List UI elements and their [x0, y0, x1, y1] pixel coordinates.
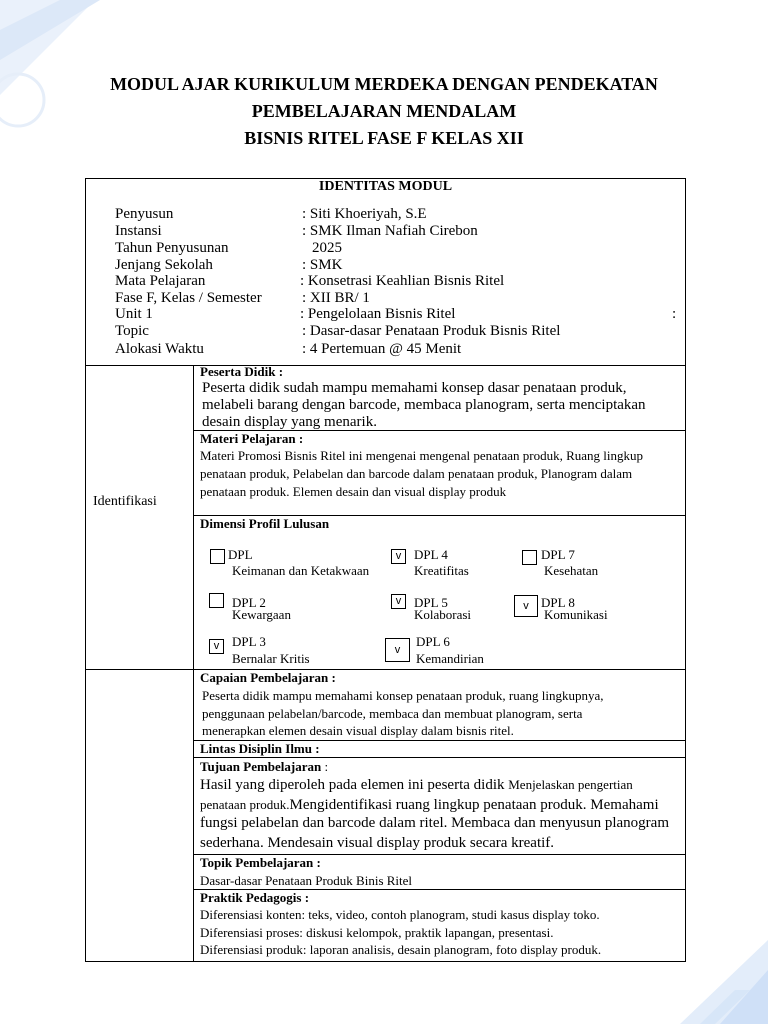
tujuan-text-line	[200, 776, 633, 794]
dpl-checkbox[interactable]: v	[391, 594, 406, 609]
tujuan-text: fungsi pelabelan dan barcode dalam ritel. Membaca dan menyusun planogram	[200, 815, 669, 831]
tujuan-text-line	[200, 796, 659, 814]
identitas-value: : Pengelolaan Bisnis Ritel	[300, 306, 456, 322]
identitas-value: : SMK	[302, 257, 343, 273]
identitas-value: : 4 Pertemuan @ 45 Menit	[302, 341, 462, 357]
praktik-text: Diferensiasi produk: laporan analisis, desain planogram, foto display produk.	[200, 942, 602, 957]
dpl-name: Kewargaan	[232, 607, 291, 622]
identifikasi-label: Identifikasi	[93, 494, 157, 509]
capaian-heading: Capaian Pembelajaran :	[200, 670, 336, 685]
dpl-checkbox[interactable]: v	[391, 549, 406, 564]
tujuan-text: Mengidentifikasi ruang lingkup penataan produk. Memahami	[289, 797, 659, 813]
tujuan-heading: Tujuan Pembelajaran	[200, 759, 322, 774]
capaian-text: penggunaan pelabelan/barcode, membaca dan membuat planogram, serta	[202, 706, 583, 721]
peserta-didik-text: melabeli barang dengan barcode, membaca planogram, serta menciptakan	[202, 397, 646, 413]
materi-text: Materi Promosi Bisnis Ritel ini mengenai mengenal penataan produk, Ruang lingkup	[200, 448, 644, 463]
dpl-code: DPL 3	[232, 634, 266, 649]
tujuan-text: Hasil yang diperoleh pada elemen ini peserta didik	[200, 777, 509, 793]
dpl-code: DPL 7	[541, 547, 575, 562]
identitas-label: Tahun Penyusunan	[115, 240, 229, 256]
capaian-text: menerapkan elemen desain visual display dalam bisnis ritel.	[202, 723, 514, 738]
praktik-heading: Praktik Pedagogis :	[200, 890, 310, 905]
identitas-heading: IDENTITAS MODUL	[318, 179, 453, 194]
dpl-name: Bernalar Kritis	[232, 651, 310, 666]
tujuan-text: Menjelaskan pengertian	[508, 777, 633, 792]
dpl-checkbox[interactable]	[210, 549, 225, 564]
tujuan-heading-suffix: :	[321, 759, 329, 774]
dpl-checkbox[interactable]	[209, 593, 224, 608]
trailing-colon: :	[672, 306, 677, 322]
dpl-code: DPL 4	[414, 547, 448, 562]
identitas-label: Instansi	[115, 223, 162, 239]
materi-text: penataan produk, Pelabelan dan barcode dalam penataan produk, Planogram dalam	[200, 466, 633, 481]
identitas-label: Jenjang Sekolah	[115, 257, 213, 273]
dpl-name: Kreatifitas	[414, 563, 469, 578]
identitas-value: : Dasar-dasar Penataan Produk Bisnis Ritel	[302, 323, 561, 339]
dpl-name: Komunikasi	[544, 607, 608, 622]
peserta-didik-text: Peserta didik sudah mampu memahami konsep dasar penataan produk,	[202, 380, 627, 396]
dpl-code: DPL 8	[541, 595, 575, 610]
dpl-name: Kemandirian	[416, 651, 484, 666]
divider	[85, 669, 686, 670]
identitas-label: Penyusun	[115, 206, 174, 222]
dpl-code: DPL 5	[414, 595, 448, 610]
praktik-text: Diferensiasi proses: diskusi kelompok, praktik lapangan, presentasi.	[200, 925, 554, 940]
materi-heading: Materi Pelajaran :	[200, 431, 304, 446]
identitas-label: Alokasi Waktu	[115, 341, 204, 357]
identitas-label: Mata Pelajaran	[115, 273, 206, 289]
capaian-text: Peserta didik mampu memahami konsep penataan produk, ruang lingkupnya,	[202, 688, 604, 703]
dpl-name: Kolaborasi	[414, 607, 472, 622]
praktik-text: Diferensiasi konten: teks, video, contoh planogram, studi kasus display toko.	[200, 907, 600, 922]
divider	[193, 757, 686, 758]
tujuan-text: sederhana. Mendesain visual display produk secara kreatif.	[200, 835, 555, 851]
identitas-value: : XII BR/ 1	[302, 290, 370, 306]
dpl-name: Kesehatan	[544, 563, 599, 578]
document-title-line-3: BISNIS RITEL FASE F KELAS XII	[244, 128, 524, 148]
tujuan-text: penataan produk.	[200, 797, 290, 812]
peserta-didik-text: desain display yang menarik.	[202, 414, 377, 430]
identitas-label: Unit 1	[115, 306, 153, 322]
column-divider	[193, 365, 194, 962]
divider	[85, 365, 686, 366]
identitas-label: Fase F, Kelas / Semester	[115, 290, 262, 306]
dpl-checkbox[interactable]: v	[209, 639, 224, 654]
dpl-code: DPL 6	[416, 634, 450, 649]
document-title-line-1: MODUL AJAR KURIKULUM MERDEKA DENGAN PENDEKATAN	[110, 74, 658, 94]
identitas-value: : Konsetrasi Keahlian Bisnis Ritel	[300, 273, 505, 289]
topik-value: Dasar-dasar Penataan Produk Binis Ritel	[200, 873, 413, 888]
topik-heading: Topik Pembelajaran :	[200, 855, 321, 870]
tujuan-heading-row	[200, 759, 328, 775]
peserta-didik-heading: Peserta Didik :	[200, 364, 284, 379]
identitas-value: : SMK Ilman Nafiah Cirebon	[302, 223, 478, 239]
dpl-name: Keimanan dan Ketakwaan	[232, 563, 370, 578]
document-title-line-2: PEMBELAJARAN MENDALAM	[251, 101, 517, 121]
lintas-disiplin-heading: Lintas Disiplin Ilmu :	[200, 741, 320, 756]
dpl-checkbox[interactable]	[522, 550, 537, 565]
identitas-label: Topic	[115, 323, 149, 339]
identitas-value: : Siti Khoeriyah, S.E	[302, 206, 427, 222]
dpl-code: DPL 2	[232, 595, 266, 610]
materi-text: penataan produk. Elemen desain dan visual display produk	[200, 484, 507, 499]
dpl-code: DPL	[228, 547, 253, 562]
identitas-value: 2025	[312, 240, 342, 256]
dpl-checkbox[interactable]: v	[385, 638, 410, 662]
dpl-checkbox[interactable]: v	[514, 595, 538, 617]
dimensi-heading: Dimensi Profil Lulusan	[200, 516, 330, 531]
